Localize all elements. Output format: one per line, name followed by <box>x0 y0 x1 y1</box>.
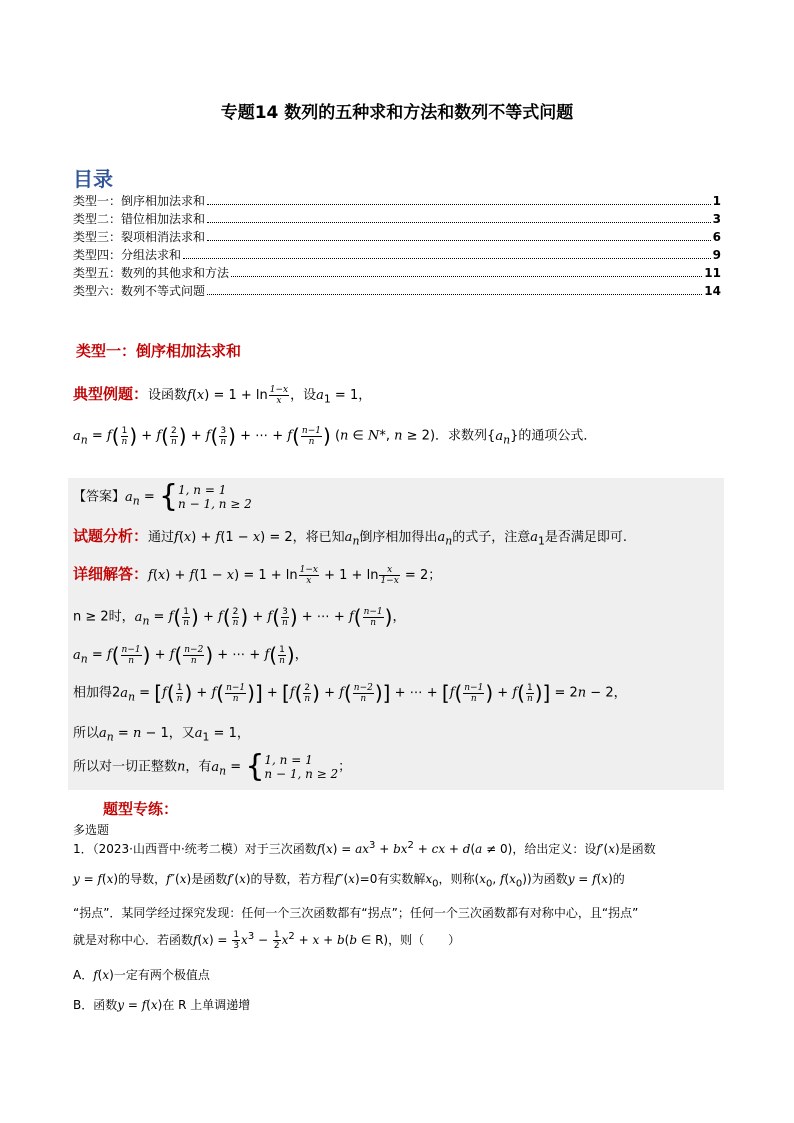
question-1-line-1: 1．（2023·山西晋中·统考二模）对于三次函数$f(x) = ax^3 + bx^2$ + cx + d(a ≠ 0)，给出定义：设f′(x)是函数 <box>73 840 656 856</box>
toc-item[interactable]: 类型三：裂项相消法求和 6 <box>73 230 721 244</box>
page-title: 专题14 数列的五种求和方法和数列不等式问题 <box>220 103 574 123</box>
toc-item[interactable]: 类型六：数列不等式问题 14 <box>73 284 721 298</box>
section-heading: 类型一：倒序相加法求和 <box>76 342 242 360</box>
toc-item[interactable]: 类型二：错位相加法求和 3 <box>73 212 721 226</box>
example-line-1: 典型例题：设函数f(x) = 1 + ln $\frac{1-x}{x}$ ，设$a_1 = 1$， <box>73 385 372 406</box>
solution-line-3: $a_n = f$( $\frac{n-1}{n}$ ) + f( $\frac{n-2}{n}$ ) + ⋯ + f( $\frac{1}{n}$ )， <box>73 643 308 667</box>
question-1-line-2: y = f(x)的导数，f″(x)是函数f′(x)的导数，若方程f″(x)=0有实数解$x_0$，则称($x_0$, $f(x_0)$)为函数y = f(x)的 <box>73 872 625 890</box>
solution-line-2: n ≥ 2时，$a_n = f$( $\frac{1}{n}$ ) + f( $\frac{2}{n}$ ) + f( $\frac{3}{n}$ ) + ⋯ + f( $\frac{n-1}{n}$ )， <box>73 605 406 629</box>
question-type: 多选题 <box>73 823 110 837</box>
toc-item[interactable]: 类型一：倒序相加法求和 1 <box>73 194 721 208</box>
example-label: 典型例题： <box>73 385 149 403</box>
answer-line: 【答案】$a_n$ = { 1, n = 1 n − 1, n ≥ 2 <box>73 479 252 514</box>
solution-line-1: 详细解答：f(x) + f(1 − x) = 1 + ln $\frac{1-x}{x}$ + 1 + ln $\frac{x}{1-x}$ = 2； <box>73 565 442 586</box>
answer-label: 【答案】 <box>73 489 126 505</box>
question-1-line-4: 就是对称中心．若函数f(x) = $\frac{1}{3}$ $x^3$ − $\frac{1}{2}$ $x^2 + x + b(b$ ∈ R)，则（ ） <box>73 930 461 951</box>
toc-item[interactable]: 类型五：数列的其他求和方法 11 <box>73 266 721 280</box>
toc-item[interactable]: 类型四：分组法求和 9 <box>73 248 721 262</box>
analysis-line: 试题分析：通过f(x) + f(1 − x) = 2，将已知$a_n$倒序相加得出$a_n$的式子，注意$a_1$是否满足即可. <box>73 527 627 548</box>
option-a[interactable]: A．f(x)一定有两个极值点 <box>73 968 210 982</box>
question-1-line-3: “拐点”．某同学经过探究发现：任何一个三次函数都有“拐点”；任何一个三次函数都有对称中心，且“拐点” <box>73 906 639 920</box>
solution-line-4: 相加得$2a_n = [f$( $\frac{1}{n}$ ) + f( $\frac{n-1}{n}$ )] + [f( $\frac{2}{n}$ ) + f( $\frac{n-2}{n}$ )] + ⋯ + [f( $\frac{n-1}{n}$ ) + f( $\frac{1}{n}$ )] = 2n − 2， <box>73 681 627 705</box>
table-of-contents <box>73 192 721 300</box>
option-b[interactable]: B．函数y = f(x)在 R 上单调递增 <box>73 998 251 1012</box>
example-line-2: $a_n = f$( $\frac{1}{n}$ ) + f( $\frac{2}{n}$ ) + f( $\frac{3}{n}$ ) + ⋯ + f( $\frac{n-1}{n}$ ) (n ∈ N*, n ≥ 2)．求数列$\{a_n\}$的通项公式． <box>73 424 597 448</box>
practice-label: 题型专练： <box>103 800 179 818</box>
toc-heading: 目录 <box>73 167 113 191</box>
analysis-label: 试题分析： <box>73 527 149 545</box>
solution-line-6: 所以对一切正整数n，有$a_n$ = { 1, n = 1 n − 1, n ≥ 2 ； <box>73 749 352 784</box>
solution-label: 详细解答： <box>73 565 149 583</box>
solution-line-5: 所以$a_n = n - 1$，又$a_1 = 1$， <box>73 726 250 744</box>
